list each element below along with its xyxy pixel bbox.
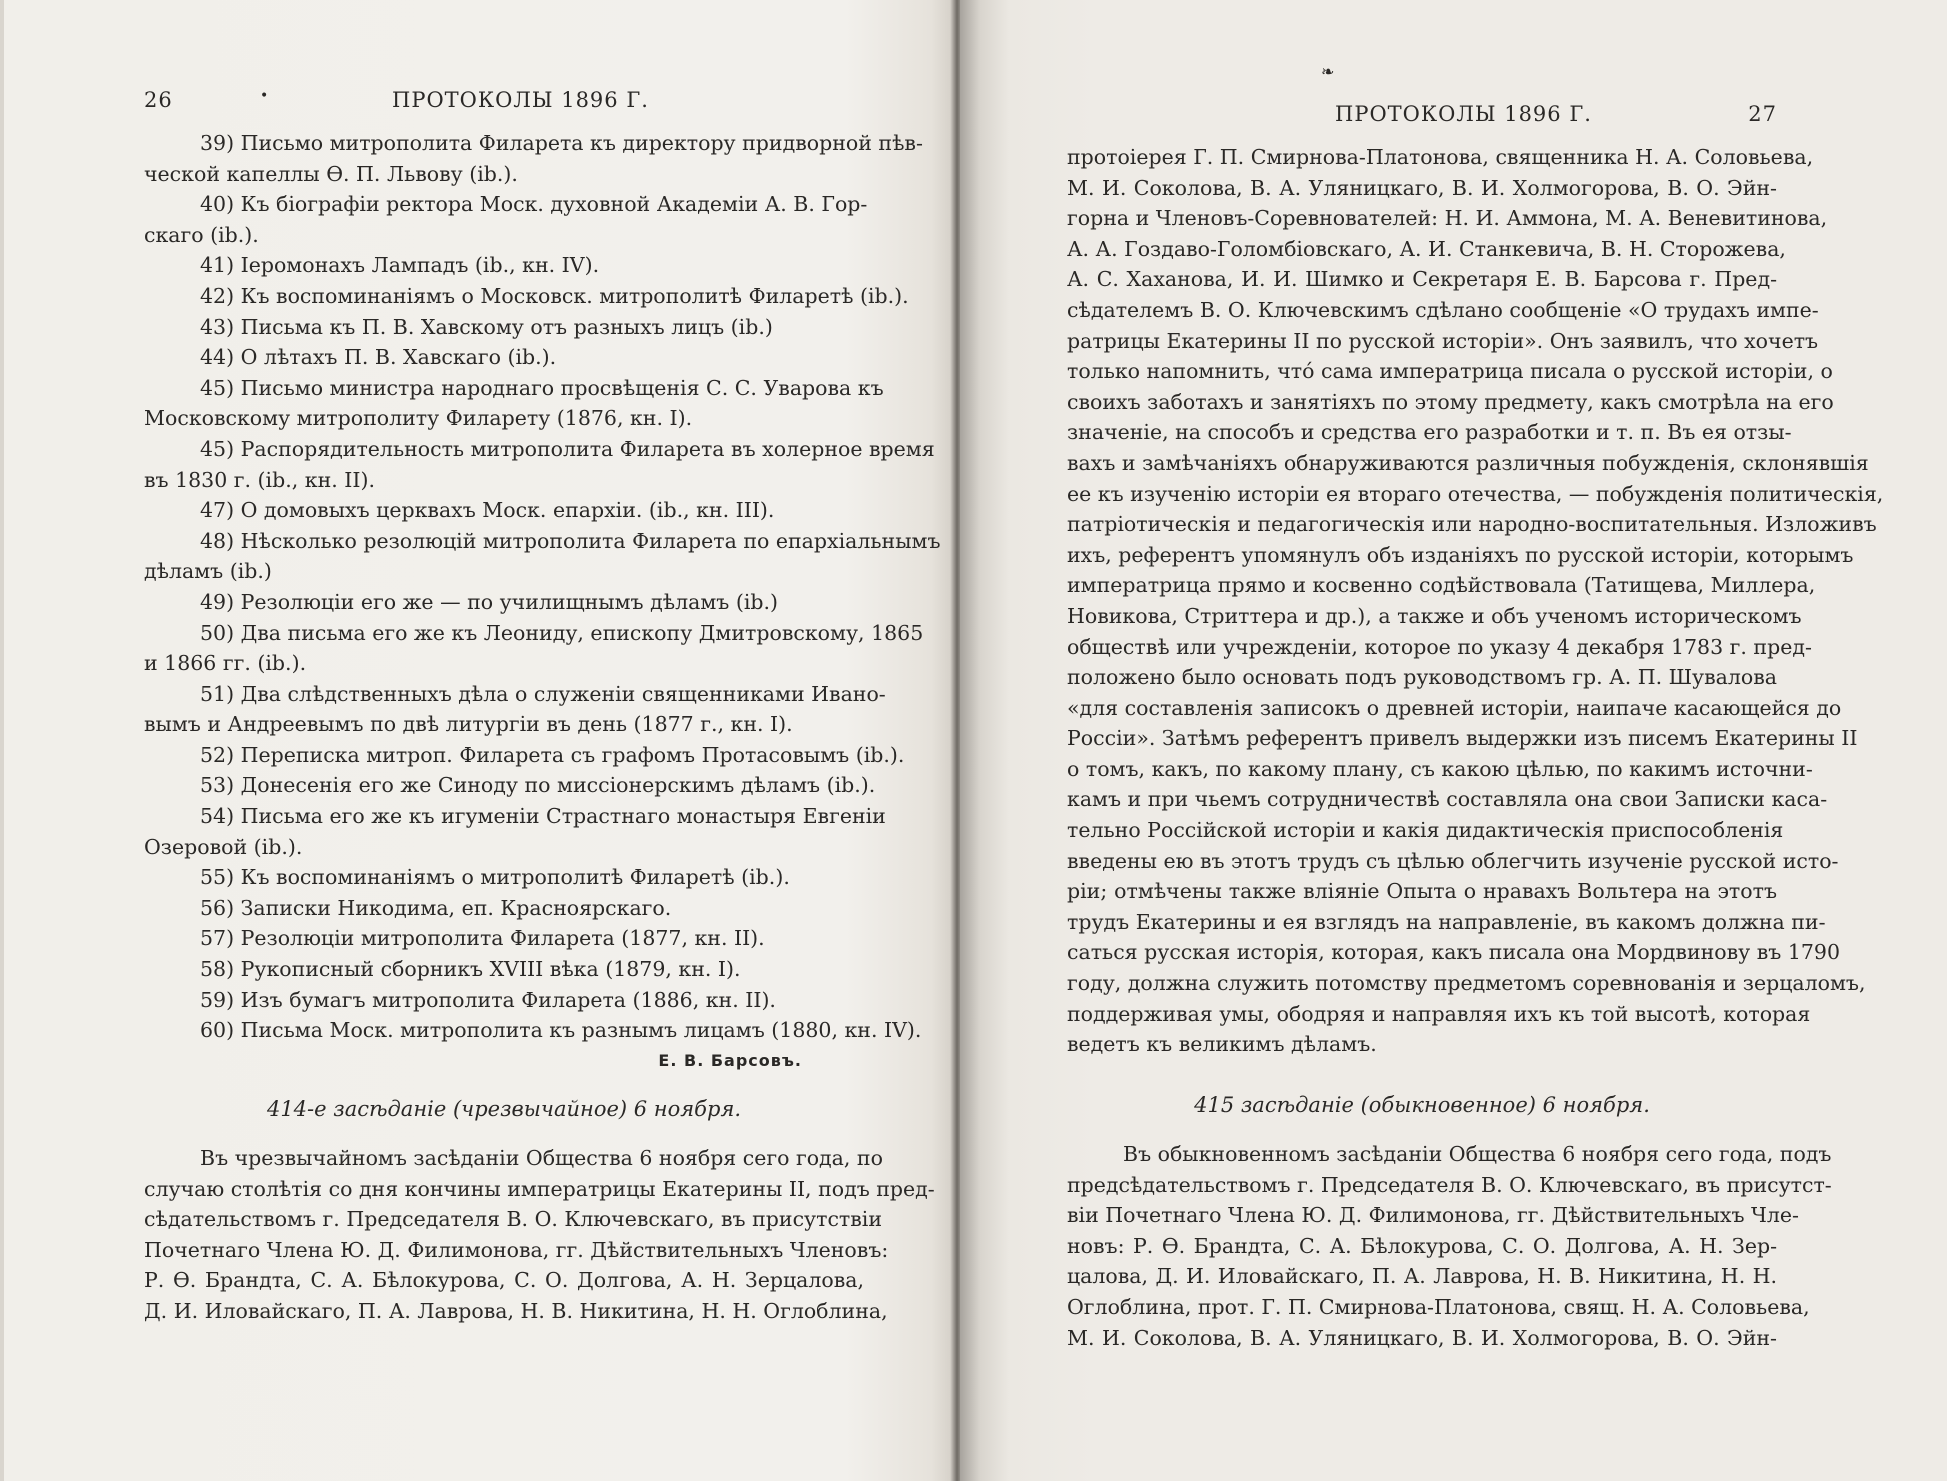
left-running-header [144, 88, 864, 118]
spacer [144, 1076, 864, 1094]
paragraph-line: Почетнаго Члена Ю. Д. Филимонова, гг. Дѣйствительныхъ Членовъ: [144, 1237, 889, 1262]
list-item-line: и 1866 гг. (ib.). [144, 651, 307, 676]
list-item-line: 60) Письма Моск. митрополита къ разнымъ лицамъ (1880, кн. IV). [200, 1018, 922, 1043]
paragraph-line: случаю столѣтія со дня кончины императрицы Екатерины II, подъ пред- [144, 1176, 935, 1201]
list-item-line: 45) Распорядительность митрополита Филарета въ холерное время [200, 436, 935, 461]
list-item-line: вымъ и Андреевымъ по двѣ литургіи въ день (1877 г., кн. I). [144, 712, 793, 737]
right-running-header [1067, 62, 1777, 132]
left-page [0, 0, 960, 1481]
list-item-line: 59) Изъ бумагъ митрополита Филарета (1886, кн. II). [200, 987, 776, 1012]
list-item-line: 48) Нѣсколько резолюцій митрополита Филарета по епархіальнымъ [200, 528, 941, 553]
list-item-line: Московскому митрополиту Филарету (1876, кн. I). [144, 406, 693, 431]
paragraph-line: патріотическія и педагогическія или народно-воспитательныя. Изложивъ [1067, 512, 1877, 537]
paragraph-line: только напомнить, что́ сама императрица писала о русской исторіи, о [1067, 359, 1833, 384]
top-ornament-mark: ❧ [1321, 62, 1336, 81]
paragraph-line: віи Почетнаго Члена Ю. Д. Филимонова, гг. Дѣйствительныхъ Чле- [1067, 1203, 1799, 1228]
paragraph-line: Оглоблина, прот. Г. П. Смирнова-Платонова, свящ. Н. А. Соловьева, [1067, 1294, 1810, 1319]
list-item-line: 56) Записки Никодима, еп. Красноярскаго. [200, 895, 672, 920]
paragraph-line: своихъ заботахъ и занятіяхъ по этому предмету, какъ смотрѣла на его [1067, 389, 1834, 414]
paragraph-line: императрица прямо и косвенно содѣйствовала (Татищева, Миллера, [1067, 573, 1816, 598]
paragraph-line: протоіерея Г. П. Смирнова-Платонова, священника Н. А. Соловьева, [1067, 145, 1814, 169]
list-item-line: 42) Къ воспоминаніямъ о Московск. митрополитѣ Филаретѣ (ib.). [200, 283, 909, 308]
paragraph-line: ратрицы Екатерины II по русской исторіи». Онъ заявилъ, что хочетъ [1067, 328, 1819, 353]
paragraph-line: «для составленія записокъ о древней исторіи, наипаче касающейся до [1067, 695, 1842, 720]
list-item-line: въ 1830 г. (ib., кн. II). [144, 467, 376, 492]
list-item-line: 44) О лѣтахъ П. В. Хавскаго (ib.). [200, 345, 557, 370]
paragraph-line: сѣдателемъ В. О. Ключевскимъ сдѣлано сообщеніе «О трудахъ импе- [1067, 297, 1819, 322]
paragraph-line: А. А. Гоздаво-Голомбіовскаго, А. И. Станкевича, В. Н. Сторожева, [1067, 236, 1786, 261]
paragraph-line: новъ: Р. Ѳ. Брандта, С. А. Бѣлокурова, С. О. Долгова, А. Н. Зер- [1067, 1233, 1777, 1258]
paragraph-line: Р. Ѳ. Брандта, С. А. Бѣлокурова, С. О. Долгова, А. Н. Зерцалова, [144, 1268, 864, 1293]
paragraph-line: введены ею въ этотъ трудъ съ цѣлью облегчить изученіе русской исто- [1067, 848, 1839, 873]
paragraph-line: предсѣдательствомъ г. Председателя В. О. Ключевскаго, въ присутст- [1067, 1172, 1832, 1197]
section-heading: 415 засѣданіе (обыкновенное) 6 ноября. [1194, 1093, 1650, 1118]
list-item-line: дѣламъ (ib.) [144, 559, 272, 584]
list-item-line: 45) Письмо министра народнаго просвѣщенія С. С. Уварова къ [200, 375, 884, 400]
list-item-line: 57) Резолюціи митрополита Филарета (1877, кн. II). [200, 926, 765, 951]
paragraph-line: ихъ, референтъ упомянулъ объ изданіяхъ по русской исторіи, которымъ [1067, 542, 1854, 567]
paragraph-line: обществѣ или учрежденіи, которое по указу 4 декабря 1783 г. пред- [1067, 634, 1812, 659]
spacer [1067, 1060, 1777, 1091]
paragraph-line: саться русская исторія, которая, какъ писала она Мордвинову въ 1790 [1067, 940, 1841, 965]
list-item-line: 54) Письма его же къ игуменіи Страстнаго монастыря Евгеніи [200, 804, 886, 829]
list-item-line: 40) Къ біографіи ректора Моск. духовной Академіи А. В. Гор- [200, 192, 868, 217]
paragraph-line: Въ чрезвычайномъ засѣданіи Общества 6 ноября сего года, по [200, 1146, 883, 1170]
signature: Е. В. Барсовъ. [658, 1050, 802, 1070]
list-item-line: 53) Донесенія его же Синоду по миссіонерскимъ дѣламъ (ib.). [200, 773, 876, 798]
paragraph-line: вахъ и замѣчаніяхъ обнаруживаются различныя побужденія, склонявшія [1067, 450, 1869, 475]
list-item-line: 47) О домовыхъ церквахъ Моск. епархіи. (ib., кн. III). [200, 498, 775, 523]
left-page-body [144, 128, 941, 1327]
list-item-line: 39) Письмо митрополита Филарета къ директору придворной пѣв- [200, 131, 923, 155]
page-edge [0, 0, 4, 1481]
list-item-line: скаго (ib.). [144, 222, 259, 247]
paragraph-line: трудъ Екатерины и ея взглядъ на направленіе, въ какомъ должна пи- [1067, 909, 1826, 934]
right-running-title: ПРОТОКОЛЫ 1896 Г. [1335, 102, 1592, 126]
paragraph-line: поддерживая умы, ободряя и направляя ихъ къ той высотѣ, которая [1067, 1001, 1811, 1026]
paragraph-line: Въ обыкновенномъ засѣданіи Общества 6 ноября сего года, подъ [1123, 1142, 1832, 1166]
paragraph-line: горна и Членовъ-Соревнователей: Н. И. Аммона, М. А. Веневитинова, [1067, 206, 1828, 231]
paragraph-line: ріи; отмѣчены также вліяніе Опыта о нравахъ Вольтера на этотъ [1067, 879, 1777, 904]
left-page-number: 26 [144, 88, 173, 112]
list-item-line: Озеровой (ib.). [144, 834, 303, 859]
list-item-line: 49) Резолюціи его же — по училищнымъ дѣламъ (ib.) [200, 589, 779, 614]
paragraph-line: значеніе, на способъ и средства его разработки и т. п. Въ ея отзы- [1067, 420, 1792, 445]
header-dot: • [260, 88, 270, 104]
paragraph-line: М. И. Соколова, В. А. Уляницкаго, В. И. Холмогорова, В. О. Эйн- [1067, 1325, 1777, 1350]
left-running-title: ПРОТОКОЛЫ 1896 Г. [392, 88, 649, 112]
paragraph-line: цалова, Д. И. Иловайскаго, П. А. Лаврова, Н. В. Никитина, Н. Н. [1067, 1264, 1777, 1289]
right-page-body [1067, 142, 1884, 1353]
spacer [1067, 1121, 1777, 1139]
paragraph-line: сѣдательствомъ г. Председателя В. О. Ключевскаго, въ присутствіи [144, 1207, 883, 1232]
list-item-line: 58) Рукописный сборникъ XVIII вѣка (1879, кн. I). [200, 957, 741, 982]
paragraph-line: положено было основать подъ руководствомъ гр. А. П. Шувалова [1067, 665, 1777, 690]
paragraph-line: году, должна служить потомству предметомъ соревнованія и зерцаломъ, [1067, 971, 1866, 996]
paragraph-line: камъ и при чьемъ сотрудничествѣ составляла она свои Записки каса- [1067, 787, 1828, 812]
paragraph-line: М. И. Соколова, В. А. Уляницкаго, В. И. Холмогорова, В. О. Эйн- [1067, 175, 1777, 200]
list-item-line: 50) Два письма его же къ Леониду, епископу Дмитровскому, 1865 [200, 620, 924, 645]
list-item-line: 41) Іеромонахъ Лампадъ (ib., кн. IV). [200, 253, 600, 278]
section-heading: 414-е засѣданіе (чрезвычайное) 6 ноября. [266, 1097, 742, 1122]
paragraph-line: о томъ, какъ, по какому плану, съ какою цѣлью, по какимъ источни- [1067, 756, 1813, 781]
list-item-line: 51) Два слѣдственныхъ дѣла о служеніи священниками Ивано- [200, 681, 886, 706]
paragraph-line: Д. И. Иловайскаго, П. А. Лаврова, Н. В. Никитина, Н. Н. Оглоблина, [144, 1298, 888, 1323]
list-item-line: 55) Къ воспоминаніямъ о митрополитѣ Филаретѣ (ib.). [200, 865, 790, 890]
paragraph-line: А. С. Хаханова, И. И. Шимко и Секретаря Е. В. Барсова г. Пред- [1067, 267, 1777, 292]
paragraph-line: Новикова, Стриттера и др.), а также и объ ученомъ историческомъ [1067, 603, 1802, 628]
paragraph-line: тельно Россійской исторіи и какія дидактическія приспособленія [1067, 818, 1784, 843]
paragraph-line: Россіи». Затѣмъ референтъ привелъ выдержки изъ писемъ Екатерины II [1067, 726, 1858, 751]
right-page [960, 0, 1947, 1481]
paragraph-line: ведетъ къ великимъ дѣламъ. [1067, 1032, 1377, 1057]
spacer [144, 1125, 864, 1143]
paragraph-line: ее къ изученію исторіи ея втораго отечества, — побужденія политическія, [1067, 481, 1884, 506]
list-item-line: ческой капеллы Ѳ. П. Львову (ib.). [144, 161, 518, 186]
list-item-line: 52) Переписка митроп. Филарета съ графомъ Протасовымъ (ib.). [200, 742, 905, 767]
list-item-line: 43) Письма къ П. В. Хавскому отъ разныхъ лицъ (ib.) [200, 314, 773, 339]
right-page-number: 27 [1748, 102, 1777, 126]
